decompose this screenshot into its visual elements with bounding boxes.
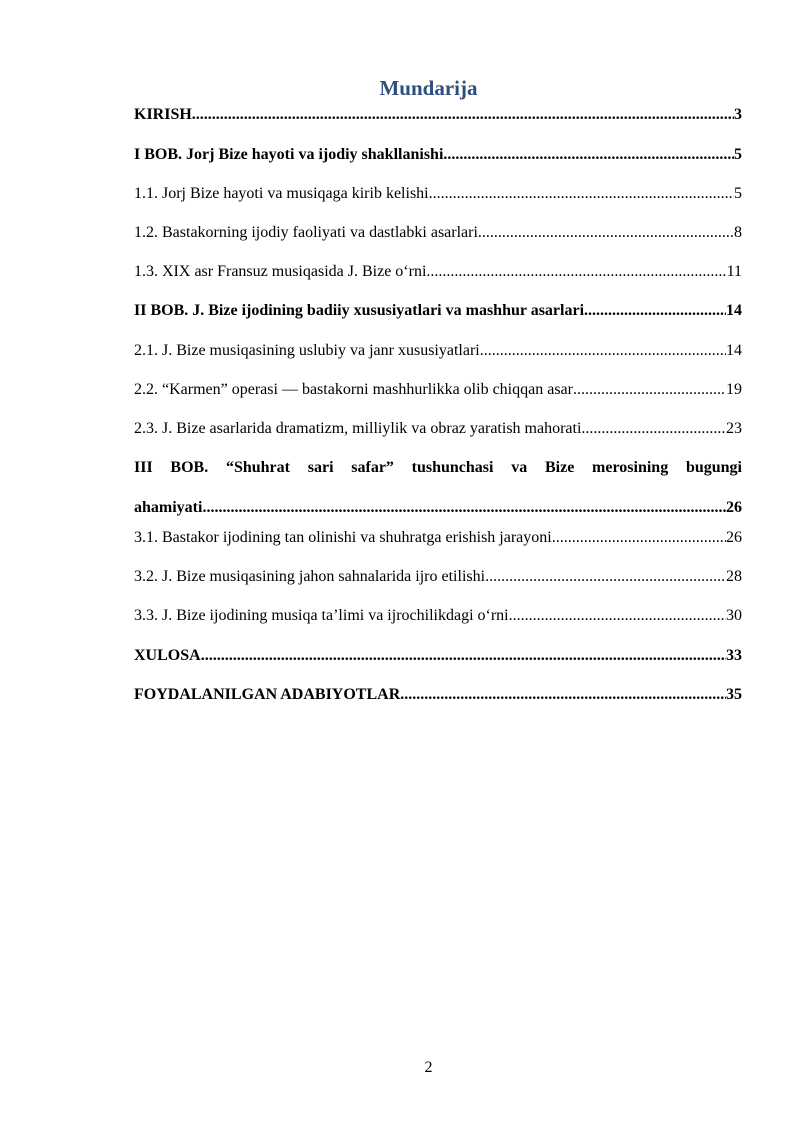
- toc-entry-chapter-1[interactable]: [134, 142, 742, 168]
- toc-entry-section-3-1[interactable]: [134, 525, 742, 551]
- toc-entry-label: 3.1. Bastakor ijodining tan olinishi va shuhratga erishish jarayoni: [134, 529, 552, 546]
- toc-entry-page: 33: [726, 647, 742, 664]
- toc-entry-label: 2.1. J. Bize musiqasining uslubiy va janr xususiyatlari: [134, 342, 480, 359]
- toc-dot-leader: [573, 377, 726, 403]
- toc-entry-chapter-3[interactable]: [134, 455, 742, 521]
- toc-title: Mundarija: [379, 76, 478, 100]
- toc-entry-label: 3.2. J. Bize musiqasining jahon sahnalarida ijro etilishi: [134, 568, 486, 585]
- toc-dot-leader: [400, 682, 726, 708]
- toc-entry-kirish[interactable]: [134, 102, 742, 128]
- toc-entry-page: 28: [726, 568, 742, 585]
- toc-entry-section-3-3[interactable]: [134, 603, 742, 629]
- toc-dot-leader: [201, 643, 726, 669]
- toc-entry-page: 30: [726, 607, 742, 624]
- toc-dot-leader: [581, 416, 726, 442]
- toc-entry-page: 26: [726, 529, 742, 546]
- toc-entry-label: II BOB. J. Bize ijodining badiiy xususiyatlari va mashhur asarlari: [134, 302, 585, 319]
- toc-entry-label-line1: III BOB. “Shuhrat sari safar” tushunchasi va Bize merosining bugungi: [134, 459, 742, 476]
- toc-dot-leader: [429, 181, 734, 207]
- toc-entry-label: 2.3. J. Bize asarlarida dramatizm, milliylik va obraz yaratish mahorati: [134, 420, 582, 437]
- toc-entry-page: 3: [734, 106, 742, 123]
- toc-entry-page: 14: [726, 342, 742, 359]
- toc-dot-leader: [485, 564, 726, 590]
- toc-entry-page: 23: [726, 420, 742, 437]
- toc-entry-label: 1.3. XIX asr Fransuz musiqasida J. Bize o‘rni: [134, 263, 427, 280]
- toc-entry-label: KIRISH: [134, 106, 192, 123]
- page-number: 2: [424, 1059, 433, 1076]
- toc-dot-leader: [509, 603, 726, 629]
- toc-entry-bibliography[interactable]: [134, 682, 742, 708]
- toc-entry-chapter-2[interactable]: [134, 298, 742, 324]
- toc-dot-leader: [426, 259, 726, 285]
- toc-dot-leader: [192, 102, 734, 128]
- toc-entry-label: 1.2. Bastakorning ijodiy faoliyati va dastlabki asarlari: [134, 224, 478, 241]
- toc-entry-section-3-2[interactable]: [134, 564, 742, 590]
- toc-dot-leader: [584, 298, 726, 324]
- toc-entry-section-2-2[interactable]: [134, 377, 742, 403]
- toc-dot-leader: [478, 220, 734, 246]
- toc-entry-section-2-3[interactable]: [134, 416, 742, 442]
- toc-entry-section-1-3[interactable]: [134, 259, 742, 285]
- toc-entry-page: 19: [726, 381, 742, 398]
- toc-entry-label: FOYDALANILGAN ADABIYOTLAR: [134, 686, 401, 703]
- toc-entry-label: I BOB. Jorj Bize hayoti va ijodiy shakllanishi: [134, 146, 444, 163]
- toc-entry-label: XULOSA: [134, 647, 201, 664]
- toc-entry-page: 5: [734, 146, 742, 163]
- toc-entry-section-2-1[interactable]: [134, 338, 742, 364]
- toc-entry-label-line2: ahamiyati: [134, 499, 203, 516]
- toc-entry-section-1-1[interactable]: [134, 181, 742, 207]
- toc-entry-page: 26: [726, 499, 742, 516]
- toc-dot-leader: [443, 142, 734, 168]
- toc-dot-leader: [480, 338, 726, 364]
- toc-entry-page: 14: [726, 302, 742, 319]
- toc-entry-label: 2.2. “Karmen” operasi — bastakorni mashhurlikka olib chiqqan asar: [134, 381, 573, 398]
- toc-dot-leader: [552, 525, 726, 551]
- toc-entry-page: 11: [726, 263, 742, 280]
- toc-entry-section-1-2[interactable]: [134, 220, 742, 246]
- toc-entry-page: 35: [726, 686, 742, 703]
- toc-entry-page: 8: [734, 224, 742, 241]
- toc-entry-xulosa[interactable]: [134, 643, 742, 669]
- toc-entry-label: 3.3. J. Bize ijodining musiqa ta’limi va ijrochilikdagi o‘rni: [134, 607, 509, 624]
- toc-entry-label: 1.1. Jorj Bize hayoti va musiqaga kirib kelishi: [134, 185, 429, 202]
- toc-entry-page: 5: [734, 185, 742, 202]
- toc-dot-leader: [202, 495, 726, 521]
